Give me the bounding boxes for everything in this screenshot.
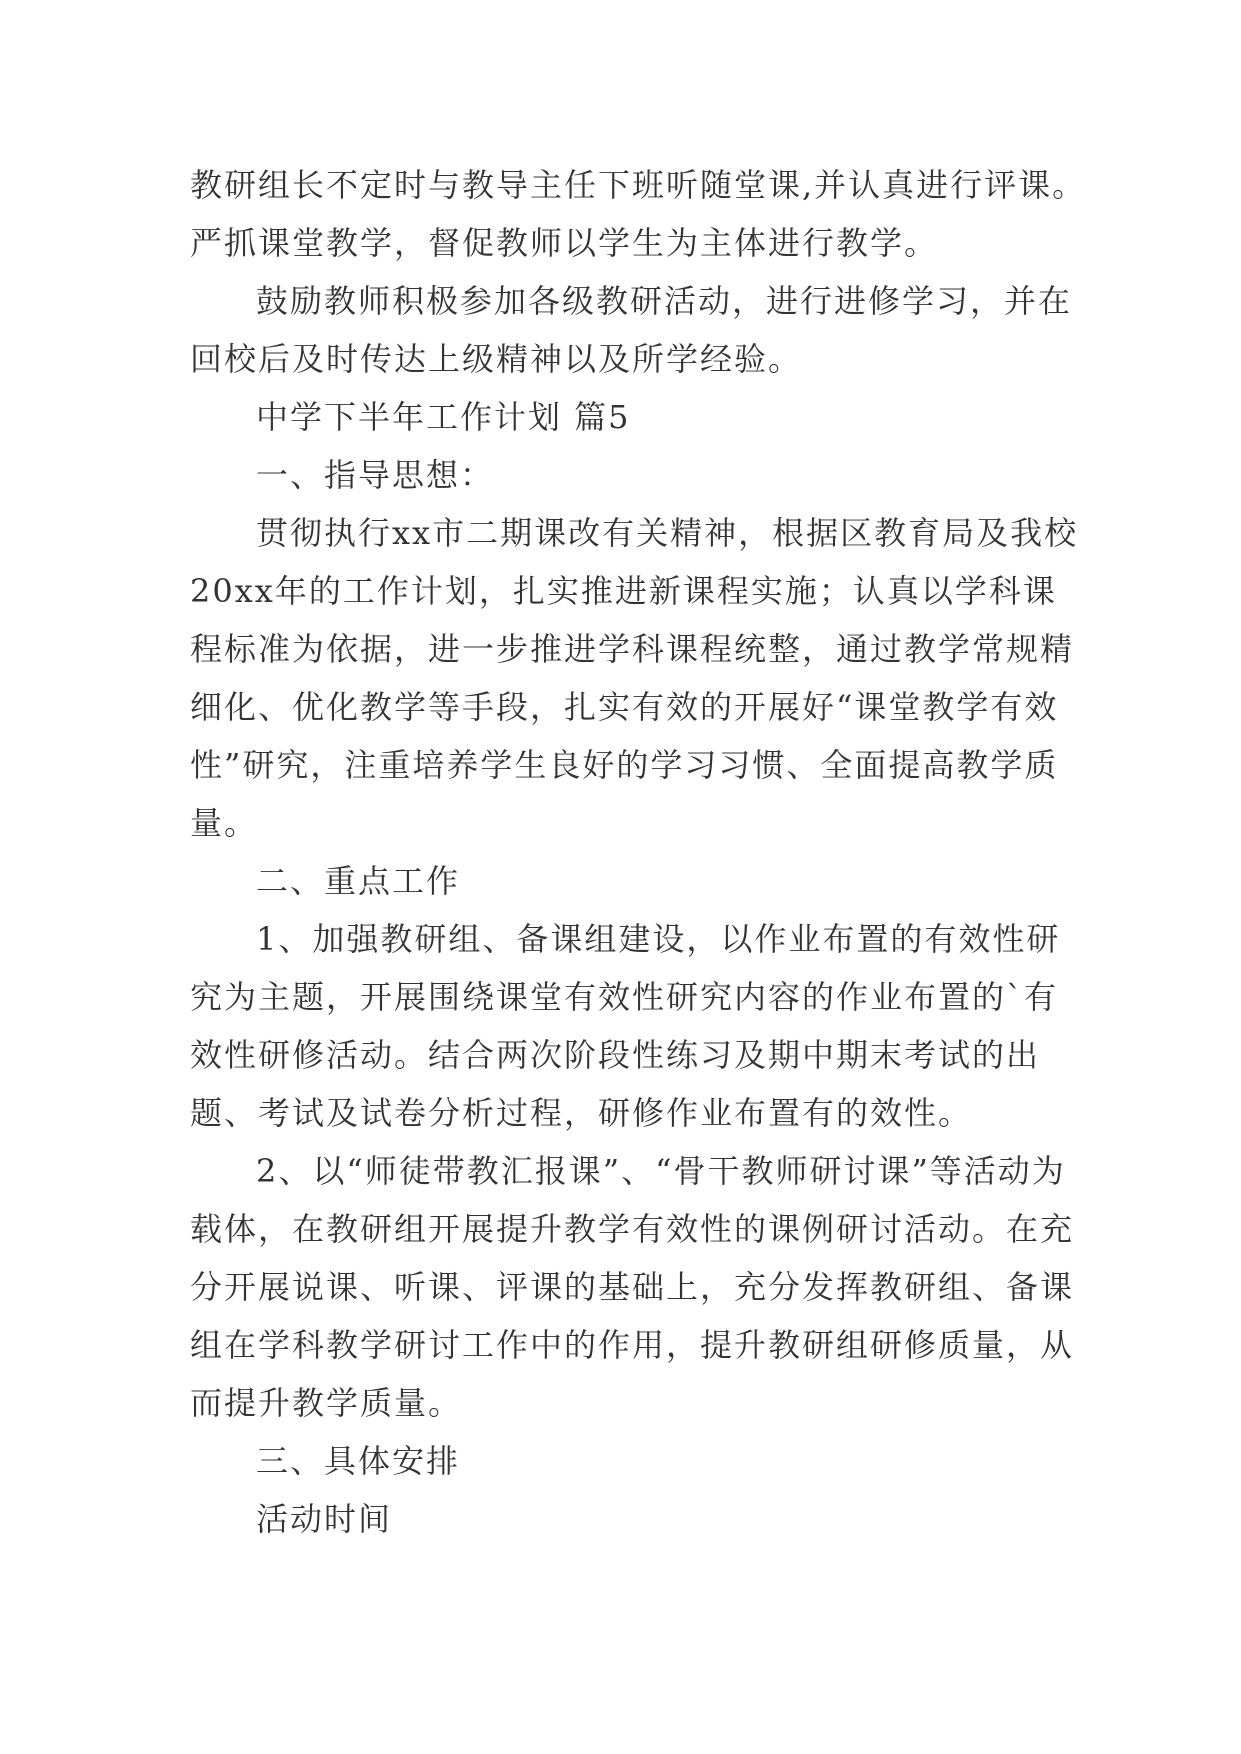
heading-guiding-thought: 一、指导思想： (256, 456, 495, 494)
paragraph-key-work-2: 2、以“师徒带教汇报课”、“骨干教师研讨课”等活动为载体，在教研组开展提升教学有效性的课例研讨活动。在充分开展说课、听课、评课的基础上，充分发挥教研组、备课组在学科教学研讨工作中的作用，提升教研组研修质量，从而提升教学质量。 (190, 1152, 1075, 1422)
heading-arrangement: 三、具体安排 (256, 1442, 461, 1480)
paragraph-guiding-thought: 贯彻执行xx市二期课改有关精神，根据区教育局及我校20xx年的工作计划，扎实推进新课程实施；认真以学科课程标准为依据，进一步推进学科课程统整，通过教学常规精细化、优化教学等手段，扎实有效的开展好“课堂教学有效性”研究，注重培养学生良好的学习习惯、全面提高教学质量。 (190, 514, 1079, 842)
document-body (190, 156, 1090, 1548)
paragraph-activity-time: 活动时间 (256, 1500, 393, 1538)
paragraph-key-work-1: 1、加强教研组、备课组建设，以作业布置的有效性研究为主题，开展围绕课堂有效性研究内容的作业布置的`有效性研修活动。结合两次阶段性练习及期中期末考试的出题、考试及试卷分析过程，研修作业布置有的效性。 (190, 920, 1061, 1132)
heading-key-work: 二、重点工作 (256, 862, 461, 900)
section-title-plan-5: 中学下半年工作计划 篇5 (256, 398, 631, 436)
paragraph-2: 鼓励教师积极参加各级教研活动，进行进修学习，并在回校后及时传达上级精神以及所学经验。 (190, 282, 1073, 378)
paragraph-1: 教研组长不定时与教导主任下班听随堂课,并认真进行评课。严抓课堂教学，督促教师以学生为主体进行教学。 (190, 166, 1087, 262)
